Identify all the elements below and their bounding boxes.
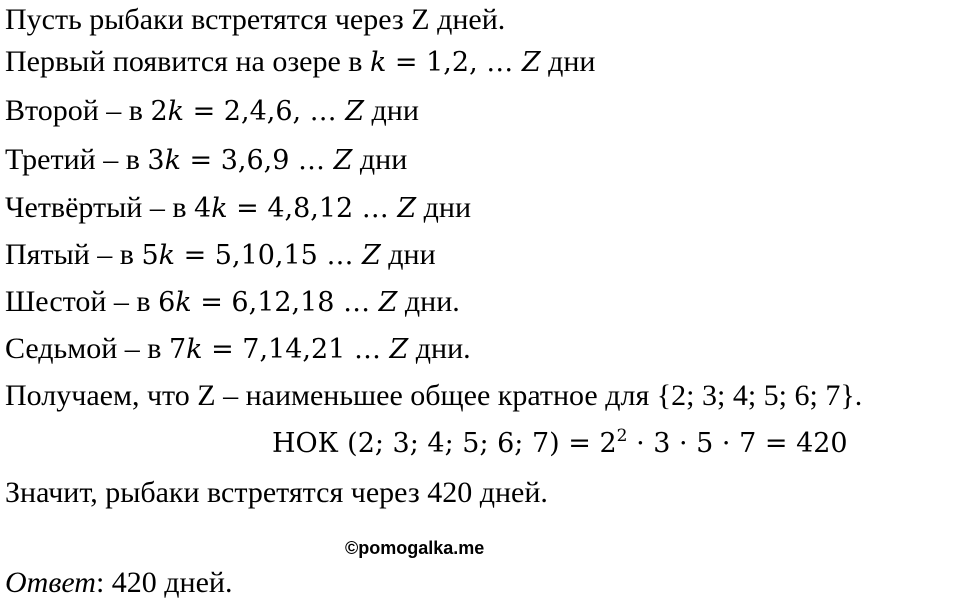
fourth-fisher-sequence: = 4,8,12 …	[227, 193, 398, 224]
fifth-fisher-suffix: дни	[380, 238, 436, 271]
coefficient: 2	[150, 96, 168, 127]
first-fisher-label: Первый появится на озере в	[5, 45, 370, 78]
sixth-fisher-label: Шестой – в	[5, 285, 159, 318]
sixth-fisher-line	[5, 284, 460, 321]
variable-k: k	[211, 193, 228, 224]
conclusion-line	[5, 475, 548, 511]
variable-k: k	[167, 96, 185, 127]
second-fisher-line	[5, 93, 419, 130]
lcm-exponent: 2	[616, 426, 628, 446]
fifth-fisher-label: Пятый – в	[5, 238, 142, 271]
answer-value: : 420 дней.	[95, 566, 233, 599]
intro-line	[5, 2, 505, 38]
fifth-fisher-sequence: = 5,10,15 …	[175, 240, 363, 271]
lcm-equation-right: · 3 · 5 · 7 = 420	[627, 428, 848, 459]
variable-z: Z	[521, 47, 541, 78]
answer-line	[5, 565, 232, 601]
fifth-fisher-line	[5, 237, 436, 274]
intro-text: Пусть рыбаки встретятся через Z дней.	[5, 3, 506, 36]
site-watermark: ©pomogalka.me	[345, 538, 485, 558]
coefficient: 4	[194, 193, 212, 224]
sixth-fisher-suffix: дни.	[397, 285, 460, 318]
lcm-equation	[272, 426, 848, 462]
variable-k: k	[158, 240, 176, 271]
seventh-fisher-line	[5, 331, 471, 368]
seventh-fisher-sequence: = 7,14,21 …	[202, 334, 390, 365]
variable-k: k	[369, 47, 387, 78]
third-fisher-sequence: = 3,6,9 …	[180, 145, 334, 176]
coefficient: 5	[141, 240, 159, 271]
variable-k: k	[175, 287, 192, 318]
fourth-fisher-label: Четвёртый – в	[5, 191, 194, 224]
first-fisher-sequence: = 1,2, …	[386, 47, 522, 78]
first-fisher-line	[5, 44, 595, 81]
fourth-fisher-suffix: дни	[416, 191, 472, 224]
variable-z: Z	[397, 193, 417, 224]
variable-z: Z	[362, 240, 381, 271]
third-fisher-line	[5, 142, 407, 179]
fourth-fisher-line	[5, 190, 471, 227]
variable-z: Z	[389, 334, 409, 365]
coefficient: 3	[147, 145, 165, 176]
lcm-statement-text: Получаем, что Z – наименьшее общее кратное для {2; 3; 4; 5; 6; 7}.	[5, 379, 863, 412]
lcm-equation-left: НОК (2; 3; 4; 5; 6; 7) = 2	[272, 428, 617, 459]
second-fisher-suffix: дни	[364, 94, 419, 127]
third-fisher-label: Третий – в	[5, 143, 148, 176]
second-fisher-sequence: = 2,4,6, …	[184, 96, 346, 127]
sixth-fisher-sequence: = 6,12,18 …	[191, 287, 379, 318]
coefficient: 6	[158, 287, 176, 318]
variable-z: Z	[378, 287, 398, 318]
conclusion-text: Значит, рыбаки встретятся через 420 дней.	[5, 476, 548, 509]
variable-k: k	[164, 145, 181, 176]
first-fisher-suffix: дни	[540, 45, 596, 78]
seventh-fisher-suffix: дни.	[408, 332, 471, 365]
variable-z: Z	[345, 96, 365, 127]
coefficient: 7	[168, 334, 187, 365]
second-fisher-label: Второй – в	[5, 94, 151, 127]
answer-label: Ответ	[5, 566, 96, 599]
variable-z: Z	[333, 145, 353, 176]
third-fisher-suffix: дни	[352, 143, 408, 176]
seventh-fisher-label: Седьмой – в	[5, 332, 169, 365]
variable-k: k	[186, 334, 203, 365]
lcm-statement-line	[5, 378, 862, 414]
